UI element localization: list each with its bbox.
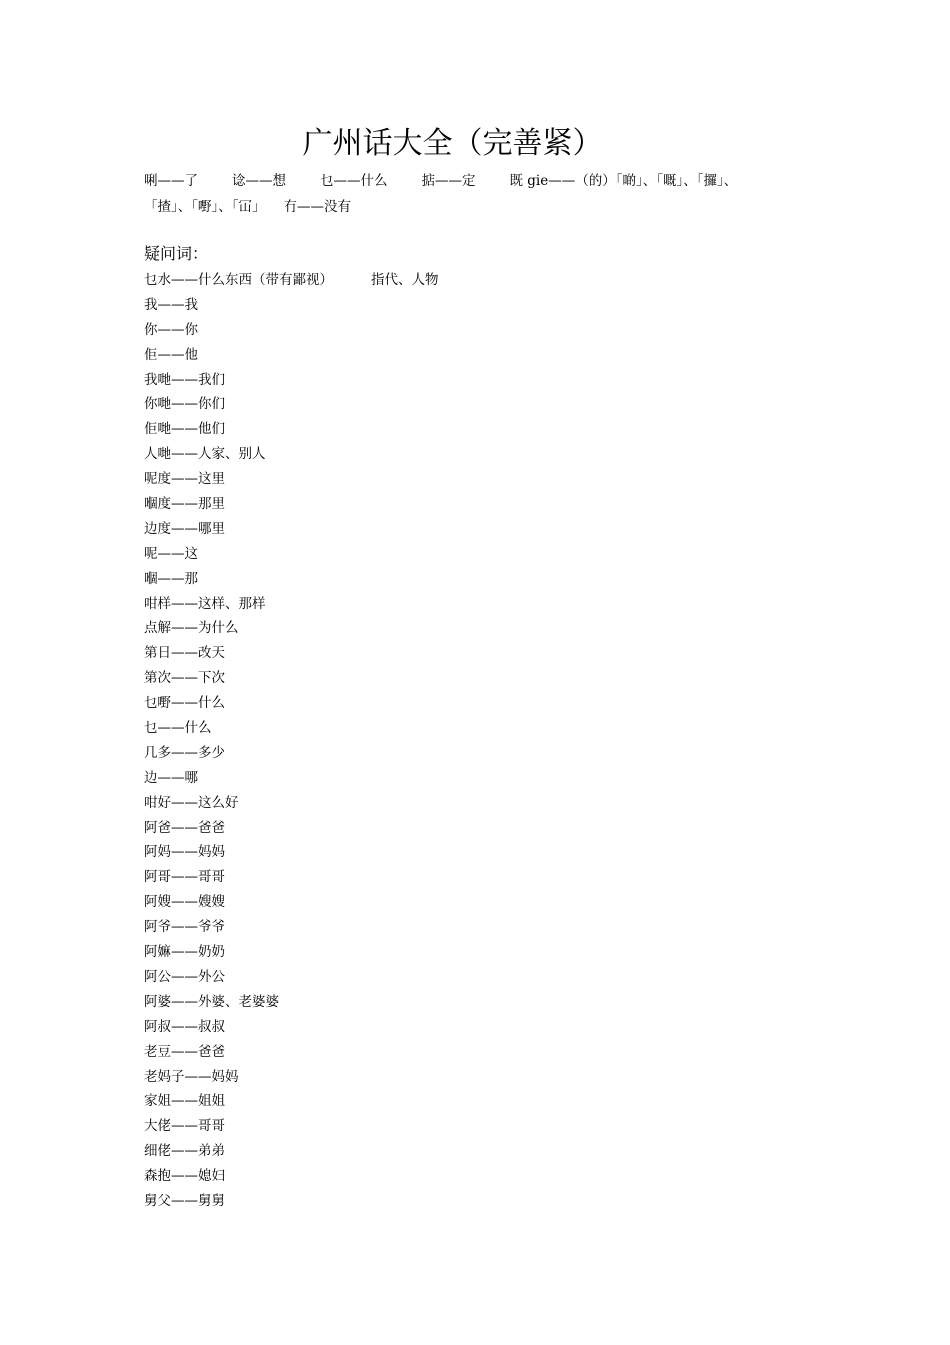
- list-item: [144, 1114, 744, 1139]
- intro-segment: 掂——定: [421, 173, 476, 189]
- list-item: [144, 492, 744, 517]
- intro-segment: 既 gie——（的）「啲」、「嘅」、「攞」、: [509, 173, 738, 189]
- entry-text: 阿妈——妈妈: [144, 844, 225, 861]
- entry-text: 老妈子——妈妈: [144, 1068, 239, 1085]
- entry-text: 第日——改天: [144, 645, 225, 662]
- entry-text: 呢——这: [144, 545, 198, 562]
- list-item: [144, 965, 744, 990]
- list-item: [144, 1040, 744, 1065]
- list-item: [144, 1015, 744, 1040]
- list-item: [144, 1189, 744, 1214]
- entry-text: 老豆——爸爸: [144, 1043, 225, 1060]
- list-item: [144, 741, 744, 766]
- entry-text: 森抱——媳妇: [144, 1168, 225, 1185]
- entry-text: 乜水——什么东西（带有鄙视）: [144, 272, 333, 288]
- entry-text: 阿哥——哥哥: [144, 869, 225, 886]
- entry-text: 点解——为什么: [144, 620, 239, 637]
- entry-text: 你——你: [144, 321, 198, 338]
- entry-text: 阿嫂——嫂嫂: [144, 894, 225, 911]
- intro-segment: 冇——没有: [283, 199, 351, 215]
- entry-text: 大佬——哥哥: [144, 1118, 225, 1135]
- entry-text: 舅父——舅舅: [144, 1192, 225, 1209]
- list-item: [144, 1065, 744, 1090]
- entry-text: 几多——多少: [144, 744, 225, 761]
- list-item: [144, 691, 744, 716]
- list-item: [144, 766, 744, 791]
- vocabulary-list: [144, 268, 744, 1214]
- entry-text: 佢哋——他们: [144, 421, 225, 438]
- list-item: [144, 392, 744, 417]
- entry-text: 细佬——弟弟: [144, 1143, 225, 1160]
- entry-text: 家姐——姐姐: [144, 1093, 225, 1110]
- entry-text: 阿嫲——奶奶: [144, 944, 225, 961]
- list-item: [144, 865, 744, 890]
- entry-text: 边——哪: [144, 769, 198, 786]
- entry-text: 佢——他: [144, 346, 198, 363]
- entry-text: 嗰度——那里: [144, 496, 225, 513]
- list-item: [144, 616, 744, 641]
- intro-segment: 谂——想: [232, 173, 286, 189]
- entry-text: 嗰——那: [144, 570, 198, 587]
- intro-segment: 唎——了: [144, 173, 198, 189]
- list-item: [144, 890, 744, 915]
- entry-text: 阿叔——叔叔: [144, 1018, 225, 1035]
- entry-text: 乜——什么: [144, 720, 212, 737]
- list-item: [144, 567, 744, 592]
- list-item: [144, 1139, 744, 1164]
- entry-text: 人哋——人家、别人: [144, 446, 266, 463]
- list-item: [144, 318, 744, 343]
- list-item: [144, 915, 744, 940]
- list-item: [144, 368, 744, 393]
- list-item: [144, 940, 744, 965]
- list-item: [144, 542, 744, 567]
- section-heading: 疑问词：: [144, 244, 209, 263]
- list-item: [144, 791, 744, 816]
- entry-text: 第次——下次: [144, 670, 225, 687]
- intro-paragraph: [144, 168, 824, 220]
- entry-text: 呢度——这里: [144, 471, 225, 488]
- list-item: [144, 1089, 744, 1114]
- list-item: [144, 517, 744, 542]
- list-item: [144, 442, 744, 467]
- entry-text: 阿婆——外婆、老婆婆: [144, 993, 279, 1010]
- intro-segment: 「揸」、「嘢」、「冚」: [144, 199, 266, 215]
- list-item: [144, 840, 744, 865]
- list-item: [144, 816, 744, 841]
- list-item: [144, 990, 744, 1015]
- list-item: [144, 293, 744, 318]
- list-item: [144, 641, 744, 666]
- list-item: [144, 592, 744, 617]
- entry-text: 咁样——这样、那样: [144, 595, 266, 612]
- list-item: [144, 467, 744, 492]
- entry-text: 咁好——这么好: [144, 794, 239, 811]
- list-item: [144, 268, 744, 293]
- list-item: [144, 716, 744, 741]
- entry-text: 阿公——外公: [144, 968, 225, 985]
- entry-text: 乜嘢——什么: [144, 695, 225, 712]
- list-item: [144, 1164, 744, 1189]
- list-item: [144, 343, 744, 368]
- list-item: [144, 666, 744, 691]
- entry-text: 阿爷——爷爷: [144, 919, 225, 936]
- entry-text: 边度——哪里: [144, 520, 225, 537]
- entry-note: 指代、人物: [371, 272, 439, 288]
- list-item: [144, 417, 744, 442]
- entry-text: 我——我: [144, 296, 198, 313]
- page-title: 广州话大全（完善紧）: [302, 126, 603, 161]
- intro-segment: 乜——什么: [320, 173, 388, 189]
- entry-text: 阿爸——爸爸: [144, 819, 225, 836]
- entry-text: 我哋——我们: [144, 371, 225, 388]
- entry-text: 你哋——你们: [144, 396, 225, 413]
